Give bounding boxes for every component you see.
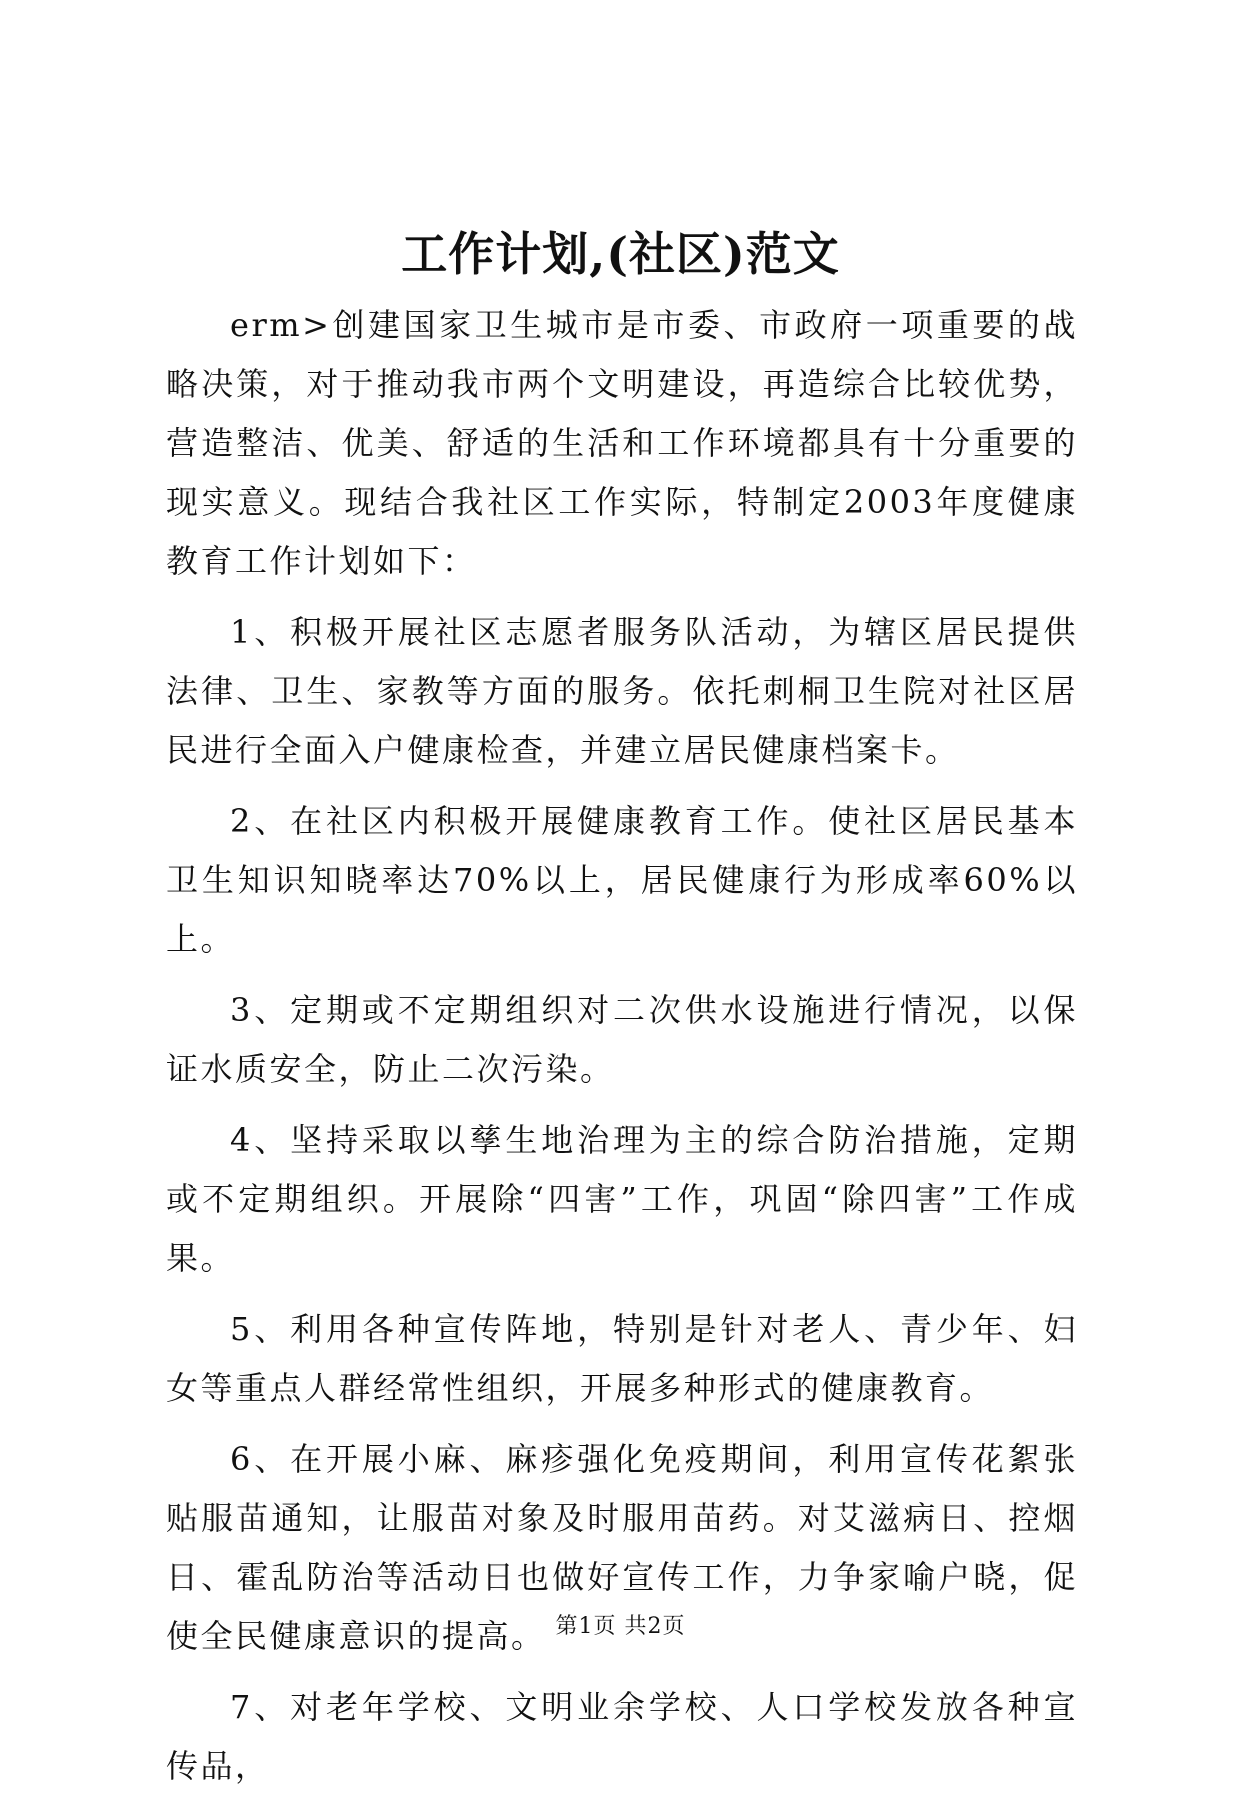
page-number-footer: 第1页 共2页 <box>555 1614 686 1639</box>
paragraph-item-3: 3、定期或不定期组织对二次供水设施进行情况，以保证水质安全，防止二次污染。 <box>166 991 1078 1088</box>
paragraph-item-7: 7、对老年学校、文明业余学校、人口学校发放各种宣传品， <box>166 1688 1078 1785</box>
paragraph-item-1: 1、积极开展社区志愿者服务队活动，为辖区居民提供法律、卫生、家教等方面的服务。依托刺桐卫生院对社区居民进行全面入户健康检查，并建立居民健康档案卡。 <box>166 613 1078 769</box>
document-title: 工作计划,(社区)范文 <box>401 227 840 281</box>
paragraph-item-6: 6、在开展小麻、麻疹强化免疫期间，利用宣传花絮张贴服苗通知，让服苗对象及时服用苗药。对艾滋病日、控烟日、霍乱防治等活动日也做好宣传工作，力争家喻户晓，促使全民健康意识的提高。 <box>166 1440 1078 1655</box>
paragraph-intro: erm>创建国家卫生城市是市委、市政府一项重要的战略决策，对于推动我市两个文明建设，再造综合比较优势，营造整洁、优美、舒适的生活和工作环境都具有十分重要的现实意义。现结合我社区工作实际，特制定2003年度健康教育工作计划如下： <box>166 306 1078 580</box>
paragraph-item-2: 2、在社区内积极开展健康教育工作。使社区居民基本卫生知识知晓率达70%以上，居民健康行为形成率60%以上。 <box>166 802 1078 958</box>
paragraph-item-5: 5、利用各种宣传阵地，特别是针对老人、青少年、妇女等重点人群经常性组织，开展多种形式的健康教育。 <box>166 1310 1078 1407</box>
paragraph-item-4: 4、坚持采取以孳生地治理为主的综合防治措施，定期或不定期组织。开展除“四害”工作，巩固“除四害”工作成果。 <box>166 1121 1078 1277</box>
document-body <box>166 296 1078 1796</box>
